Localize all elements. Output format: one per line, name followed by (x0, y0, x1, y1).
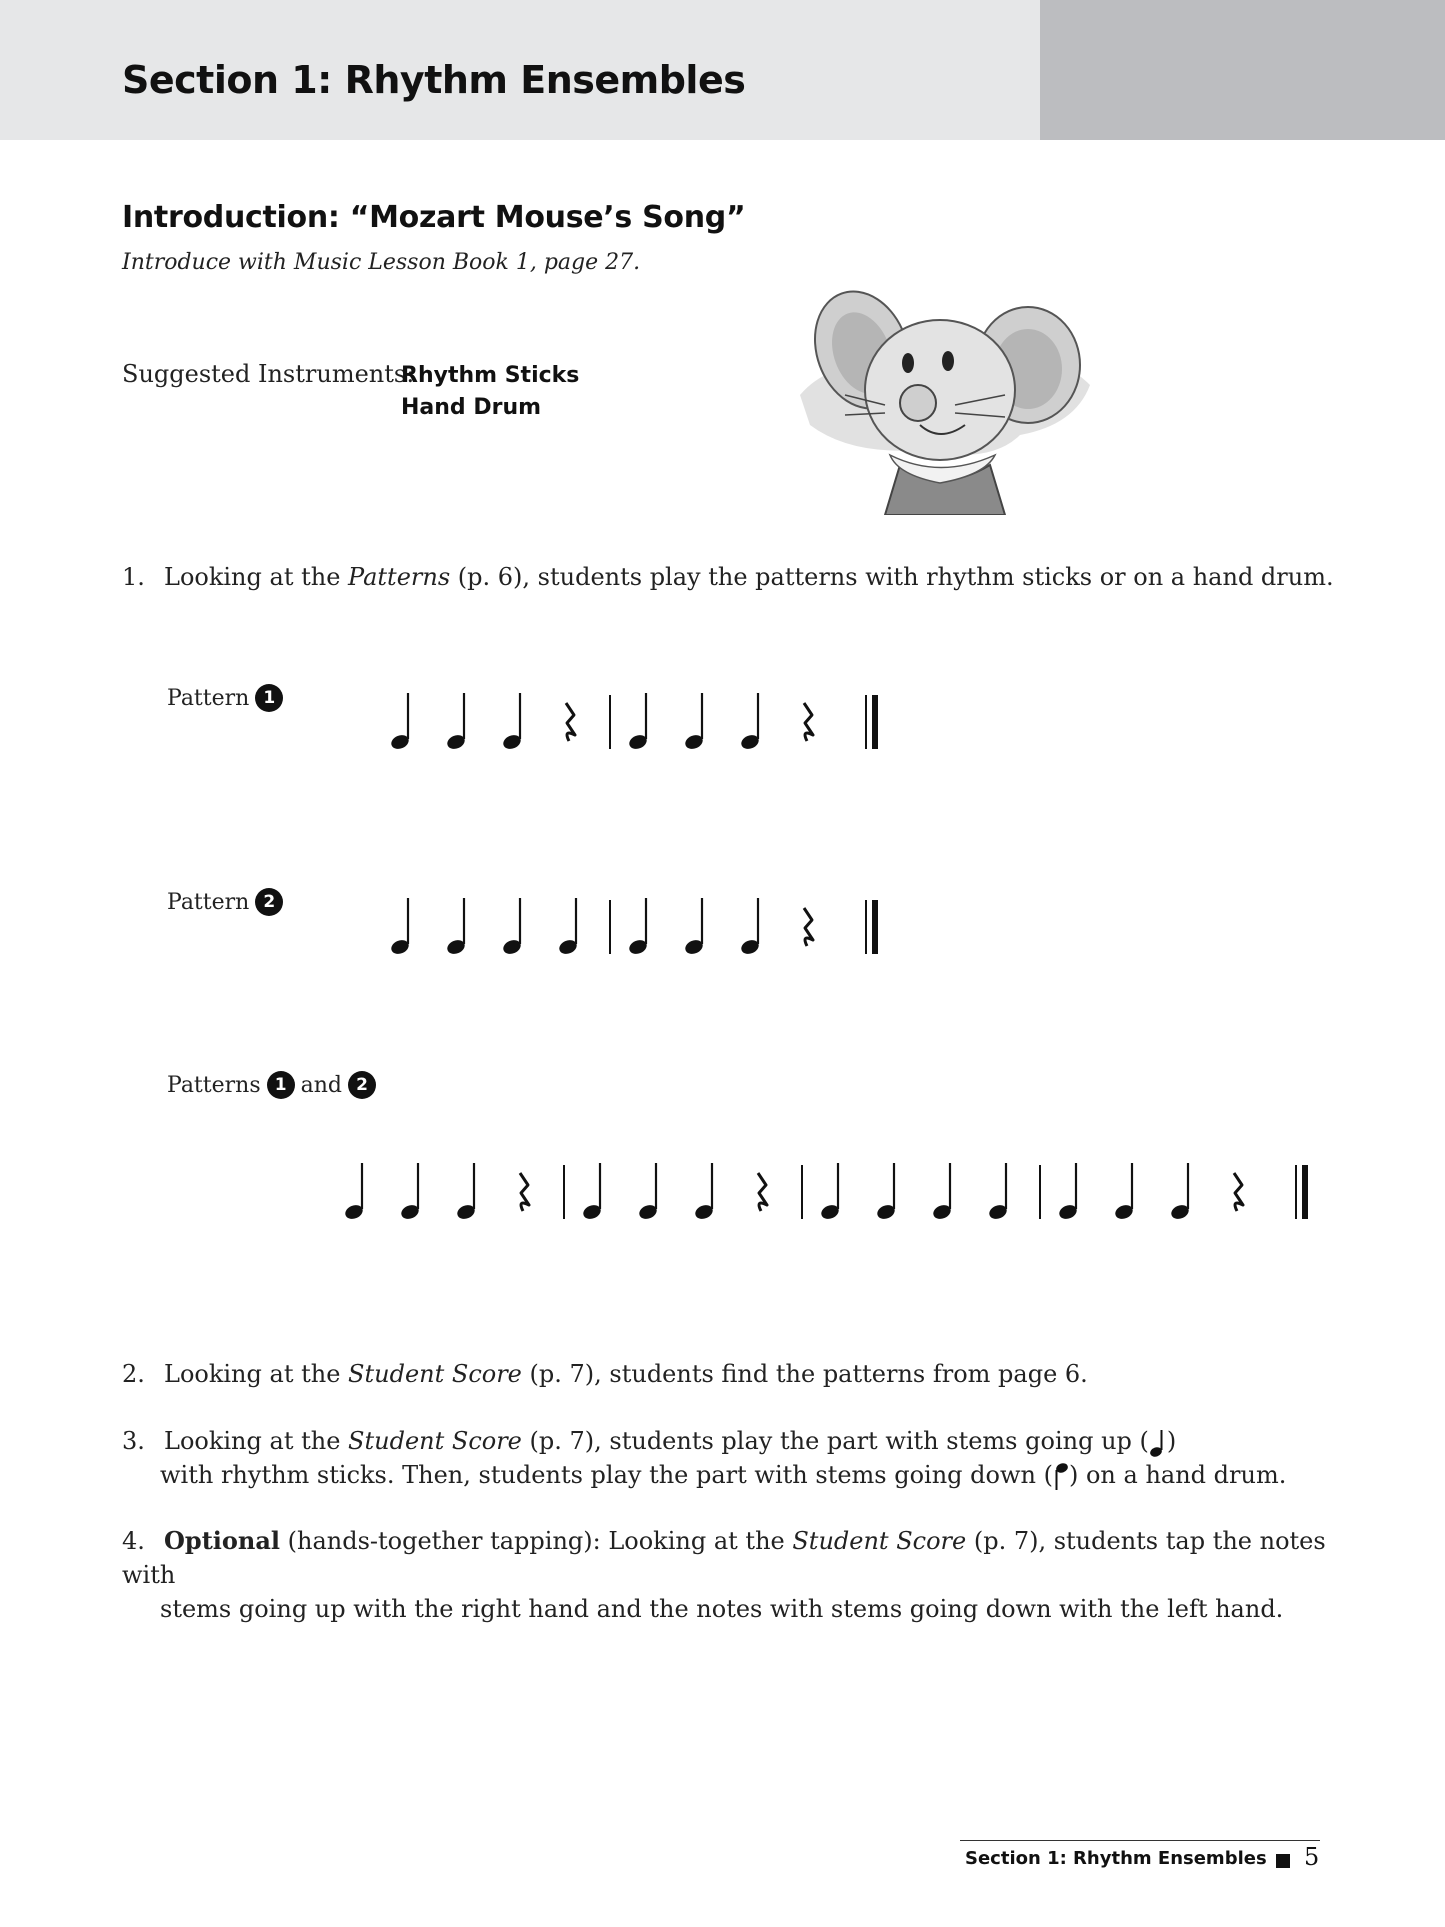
quarter-note (875, 1163, 897, 1221)
pattern-label-and: and (300, 1072, 342, 1098)
step-text: with rhythm sticks. Then, students play the part with stems going down ( (160, 1461, 1053, 1489)
stem-up-note-icon (1149, 1428, 1167, 1458)
step-text: stems going up with the right hand and the notes with stems going down with the left hand. (160, 1595, 1284, 1623)
stem-down-note-icon (1053, 1462, 1069, 1492)
quarter-note (683, 898, 705, 956)
step-strong: Optional (164, 1526, 281, 1555)
step-number: 4. (122, 1527, 145, 1555)
quarter-note (344, 1163, 365, 1221)
step-emphasis: Student Score (348, 1360, 522, 1388)
pattern-badge: 2 (348, 1071, 376, 1099)
step-text: Looking at the (164, 1360, 349, 1388)
quarter-note (399, 1163, 421, 1221)
quarter-note (627, 898, 649, 956)
step-1 (122, 560, 1342, 594)
step-text: (p. 7), students play the part with stems going up ( (521, 1427, 1149, 1455)
step-text: Looking at the (164, 1427, 349, 1455)
quarter-note (557, 898, 579, 956)
step-number: 3. (122, 1427, 145, 1455)
quarter-rest (804, 703, 813, 741)
quarter-note (987, 1163, 1009, 1221)
quarter-rest (758, 1173, 767, 1211)
instruments-list (401, 360, 579, 424)
instrument-item: Hand Drum (401, 395, 542, 420)
quarter-note (581, 1163, 603, 1221)
intro-subtitle: Introduce with Music Lesson Book 1, page 27. (122, 250, 641, 275)
quarter-note (739, 693, 761, 751)
step-text: (hands-together tapping): Looking at the (280, 1527, 793, 1555)
quarter-note (1113, 1163, 1135, 1221)
pattern-label-text: Pattern (167, 889, 250, 915)
step-text: Looking at the (164, 563, 349, 591)
pattern-badge: 2 (255, 888, 283, 916)
instruments-label: Suggested Instruments: (122, 360, 415, 388)
pattern-badge: 1 (255, 684, 283, 712)
quarter-rest (1234, 1173, 1243, 1211)
mozart-mouse-illustration (790, 265, 1100, 515)
quarter-note (627, 693, 649, 751)
quarter-rest (804, 908, 813, 946)
page-number: 5 (1304, 1843, 1320, 1871)
quarter-note (501, 693, 523, 751)
footer-rule (960, 1840, 1320, 1841)
final-bar-line (866, 695, 878, 749)
pattern-badge: 1 (267, 1071, 295, 1099)
step-4 (122, 1524, 1342, 1626)
patterns-combined-rhythm (344, 1155, 1344, 1235)
footer-section-title: Section 1: Rhythm Ensembles (965, 1848, 1267, 1869)
step-text: ) on a hand drum. (1068, 1461, 1287, 1489)
pattern-label-text: Patterns (167, 1072, 261, 1098)
step-text: (p. 6), students play the patterns with rhythm sticks or on a hand drum. (450, 563, 1334, 591)
step-2 (122, 1357, 1342, 1391)
quarter-rest (566, 703, 575, 741)
quarter-note (693, 1163, 715, 1221)
pattern-1-label (167, 684, 283, 712)
step-text: (p. 7), students tap the notes with (122, 1527, 1326, 1589)
pattern-2-rhythm (390, 890, 910, 970)
quarter-note (445, 898, 467, 956)
quarter-note (390, 693, 411, 751)
pattern-label-text: Pattern (167, 685, 250, 711)
patterns-combined-label (167, 1071, 376, 1099)
quarter-note (445, 693, 467, 751)
quarter-note (390, 898, 411, 956)
quarter-note (683, 693, 705, 751)
step-3 (122, 1424, 1342, 1492)
instrument-item: Rhythm Sticks (401, 363, 580, 388)
step-emphasis: Student Score (348, 1427, 522, 1455)
intro-title: Introduction: “Mozart Mouse’s Song” (122, 200, 746, 235)
footer-square-icon (1276, 1854, 1290, 1868)
step-emphasis: Patterns (348, 563, 451, 591)
final-bar-line (1296, 1165, 1308, 1219)
step-text: (p. 7), students find the patterns from page 6. (521, 1360, 1088, 1388)
quarter-note (1169, 1163, 1191, 1221)
step-number: 1. (122, 563, 145, 591)
quarter-note (501, 898, 523, 956)
quarter-rest (520, 1173, 529, 1211)
quarter-note (637, 1163, 659, 1221)
quarter-note (1057, 1163, 1079, 1221)
step-emphasis: Student Score (792, 1527, 967, 1555)
header-tab (1040, 0, 1445, 140)
quarter-note (819, 1163, 841, 1221)
pattern-1-rhythm (390, 685, 910, 765)
quarter-note (455, 1163, 477, 1221)
pattern-2-label (167, 888, 283, 916)
section-title: Section 1: Rhythm Ensembles (122, 58, 746, 102)
step-text: ) (1166, 1427, 1177, 1455)
step-number: 2. (122, 1360, 145, 1388)
quarter-note (931, 1163, 953, 1221)
quarter-note (739, 898, 761, 956)
final-bar-line (866, 900, 878, 954)
